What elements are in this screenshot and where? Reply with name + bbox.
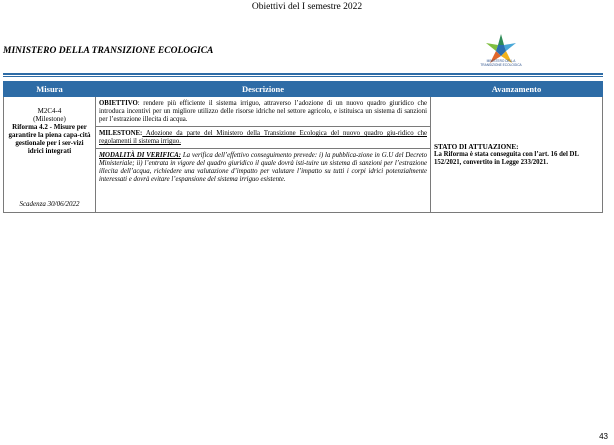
misura-type: (Milestone) (33, 115, 66, 123)
obiettivo-block (96, 97, 430, 126)
misura-deadline: Scadenza 30/06/2022 (19, 200, 80, 208)
misura-code: M2C4-4 (37, 107, 62, 115)
modalita-label: MODALITÀ DI VERIFICA: (99, 152, 181, 159)
misura-title: Riforma 4.2 - Misure per garantire la piena capa-cità gestionale per i ser-vizi idrici integrati (8, 123, 91, 155)
page-number: 43 (599, 432, 608, 441)
column-header-descrizione: Descrizione (96, 82, 431, 97)
header-rule (3, 73, 603, 75)
document-title: Obiettivi del I semestre 2022 (251, 2, 363, 12)
column-header-misura: Misura (4, 82, 96, 97)
obiettivo-label: OBIETTIVO (99, 100, 138, 107)
descrizione-cell (96, 97, 431, 213)
modalita-block (96, 148, 430, 186)
milestone-text: Adozione da parte del Ministero della Transizione Ecologica del nuovo quadro giu-ridico che regolamenti il sistema irriguo. (99, 130, 427, 145)
table-row (4, 97, 603, 213)
milestone-block (96, 126, 430, 148)
avanzamento-title: STATO DI ATTUAZIONE: (434, 142, 519, 151)
column-header-avanzamento: Avanzamento (431, 82, 603, 97)
misura-cell (4, 97, 96, 213)
ministry-name: MINISTERO DELLA TRANSIZIONE ECOLOGICA (3, 46, 214, 56)
avanzamento-text: La Riforma è stata conseguita con l’art. 16 del DL 152/2021, convertito in Legge 233/2021. (434, 150, 579, 166)
header-rule-thin (3, 76, 603, 77)
avanzamento-cell (431, 97, 603, 213)
objectives-table (3, 81, 603, 213)
logo-caption: MINISTERO DELLA TRANSIZIONE ECOLOGICA (480, 59, 522, 67)
milestone-label: MILESTONE: (99, 130, 143, 137)
modalita-text: La verifica dell’effettivo conseguimento prevede: i) la pubblica-zione in G.U del Decreto Ministeriale; ii) l’entrata in vigore del quadro giuridico il quale dovrà isti-tuire un sistema di sanzioni per l’estrazione illecita dell’acqua, richiedere una valutazione d’impatto per valutare l’impatto su tutti i corpi idrici potenzialmente interessati e dovrà evitare l’espansione del sistema irriguo esistente. (99, 152, 427, 183)
obiettivo-text: : rendere più efficiente il sistema irriguo, attraverso l’adozione di un nuovo quadro giuridico che introduca incentivi per un migliore utilizzo delle risorse idriche nel settore agricolo, e istituisca un sistema di sanzioni per l’estrazione illecita di acqua. (99, 100, 427, 123)
table-header-row (4, 82, 603, 97)
